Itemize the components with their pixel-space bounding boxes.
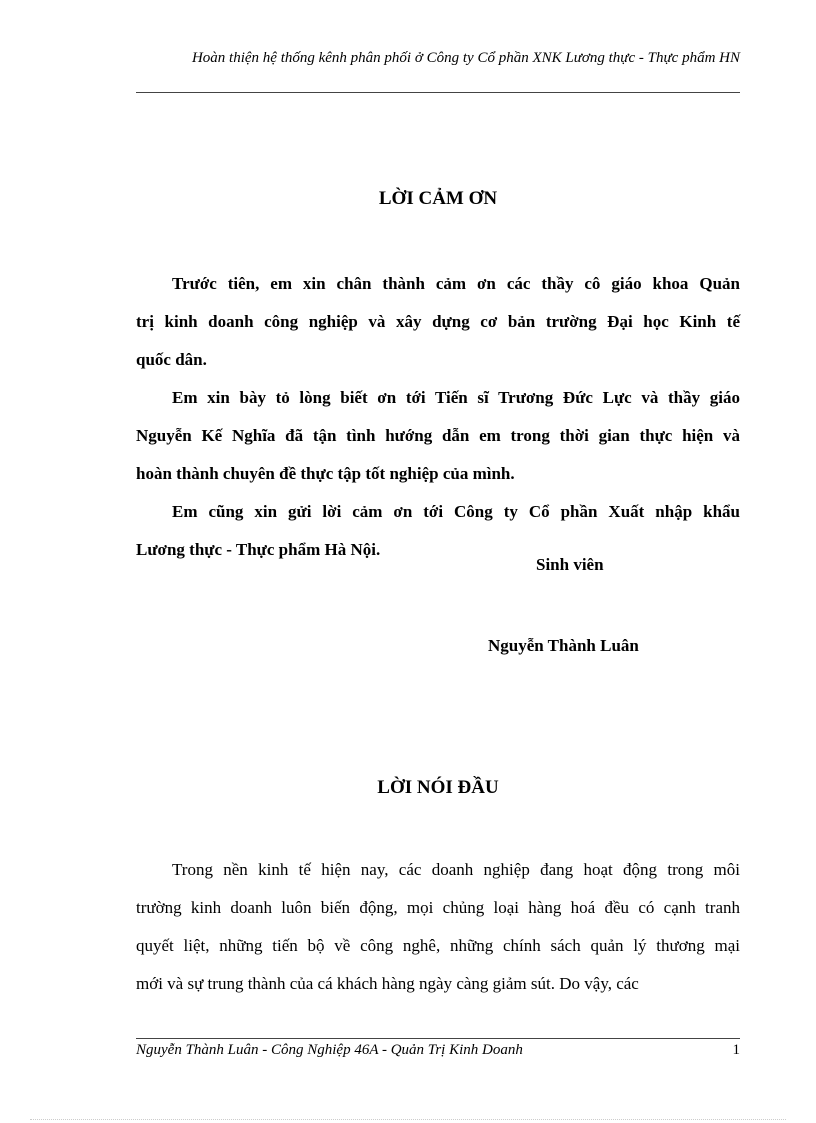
text-line: Lương thực - Thực phẩm Hà Nội. (136, 540, 381, 559)
text-line: mới và sự trung thành của cá khách hàng ngày càng giảm sút. Do vậy, các (136, 974, 639, 993)
text-line: trường kinh doanh luôn biến động, mọi chủng loại hàng hoá đều có cạnh tranh (136, 898, 740, 917)
text-line: quyết liệt, những tiến bộ về công nghê, những chính sách quản lý thương mại (136, 936, 740, 955)
footer-rule (136, 1038, 740, 1039)
text-line: Nguyễn Kế Nghĩa đã tận tình hướng dẫn em trong thời gian thực hiện và (136, 426, 740, 445)
signature-name: Nguyễn Thành Luân (488, 636, 639, 655)
acknowledgement-title: LỜI CẢM ƠN (378, 188, 498, 209)
text-line: trị kinh doanh công nghiệp và xây dựng cơ bản trường Đại học Kinh tế (136, 312, 740, 331)
running-header: Hoàn thiện hệ thống kênh phân phối ở Công ty Cổ phần XNK Lương thực - Thực phẩm HN (191, 50, 740, 66)
page-boundary (30, 1119, 786, 1120)
running-footer (136, 1042, 740, 1059)
preface-body (136, 851, 740, 1003)
acknowledgement-body (136, 265, 740, 569)
text-line: Trước tiên, em xin chân thành cảm ơn các thầy cô giáo khoa Quản (172, 274, 740, 293)
text-line: quốc dân. (136, 350, 207, 369)
header-rule (136, 92, 740, 93)
signature-role: Sinh viên (536, 555, 604, 574)
text-line: hoàn thành chuyên đề thực tập tốt nghiệp của mình. (136, 464, 515, 483)
text-line: Em xin bày tỏ lòng biết ơn tới Tiến sĩ Trương Đức Lực và thầy giáo (172, 388, 740, 407)
footer-text: Nguyễn Thành Luân - Công Nghiệp 46A - Quản Trị Kinh Doanh (136, 1042, 523, 1058)
text-line: Em cũng xin gửi lời cảm ơn tới Công ty Cổ phần Xuất nhập khẩu (172, 502, 740, 521)
page-number: 1 (732, 1042, 740, 1058)
text-line: Trong nền kinh tế hiện nay, các doanh nghiệp đang hoạt động trong môi (172, 860, 740, 879)
preface-title: LỜI NÓI ĐẦU (377, 777, 499, 798)
